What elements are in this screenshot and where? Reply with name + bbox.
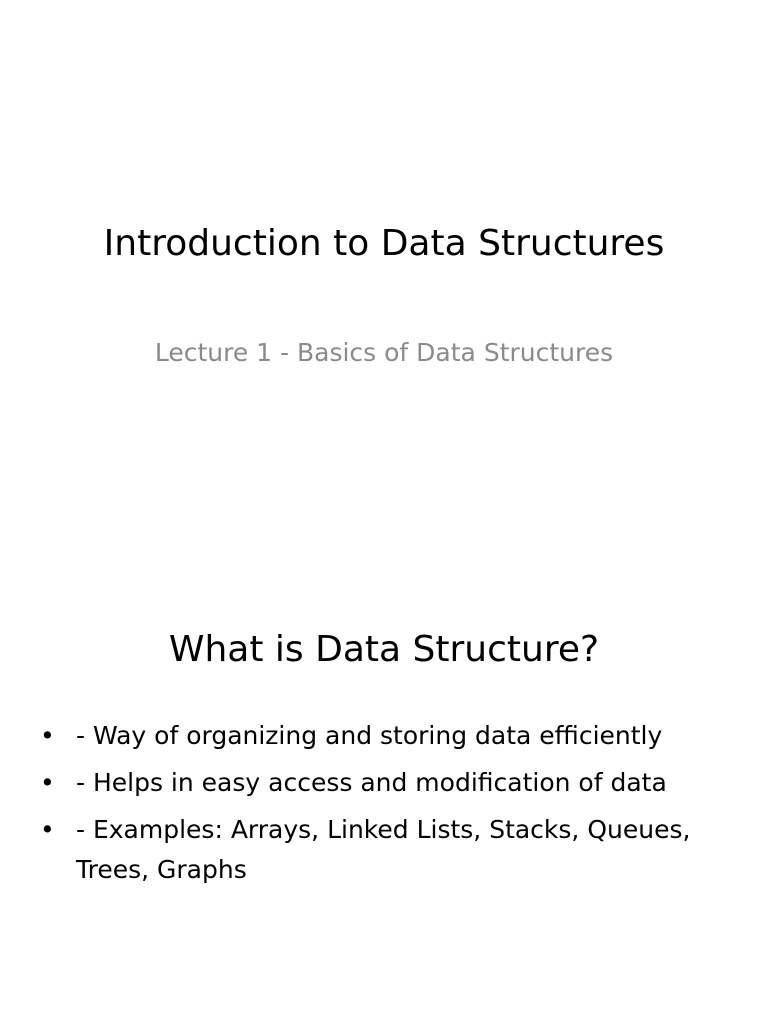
bullet-text: - Way of organizing and storing data efficiently	[76, 721, 663, 750]
bullet-item	[40, 810, 740, 890]
bullet-text: - Helps in easy access and modification of data	[76, 768, 667, 797]
content-slide	[0, 576, 768, 1024]
bullet-item	[40, 716, 740, 756]
slide-title: Introduction to Data Structures	[103, 223, 665, 264]
bullet-text: - Examples: Arrays, Linked Lists, Stacks, Queues, Trees, Graphs	[76, 815, 691, 884]
bullet-icon: •	[40, 815, 55, 844]
bullet-item	[40, 763, 740, 803]
slide-subtitle: Lecture 1 - Basics of Data Structures	[154, 338, 614, 367]
bullet-list	[40, 716, 740, 897]
slide-heading: What is Data Structure?	[168, 629, 600, 670]
bullet-icon: •	[40, 768, 55, 797]
bullet-icon: •	[40, 721, 55, 750]
